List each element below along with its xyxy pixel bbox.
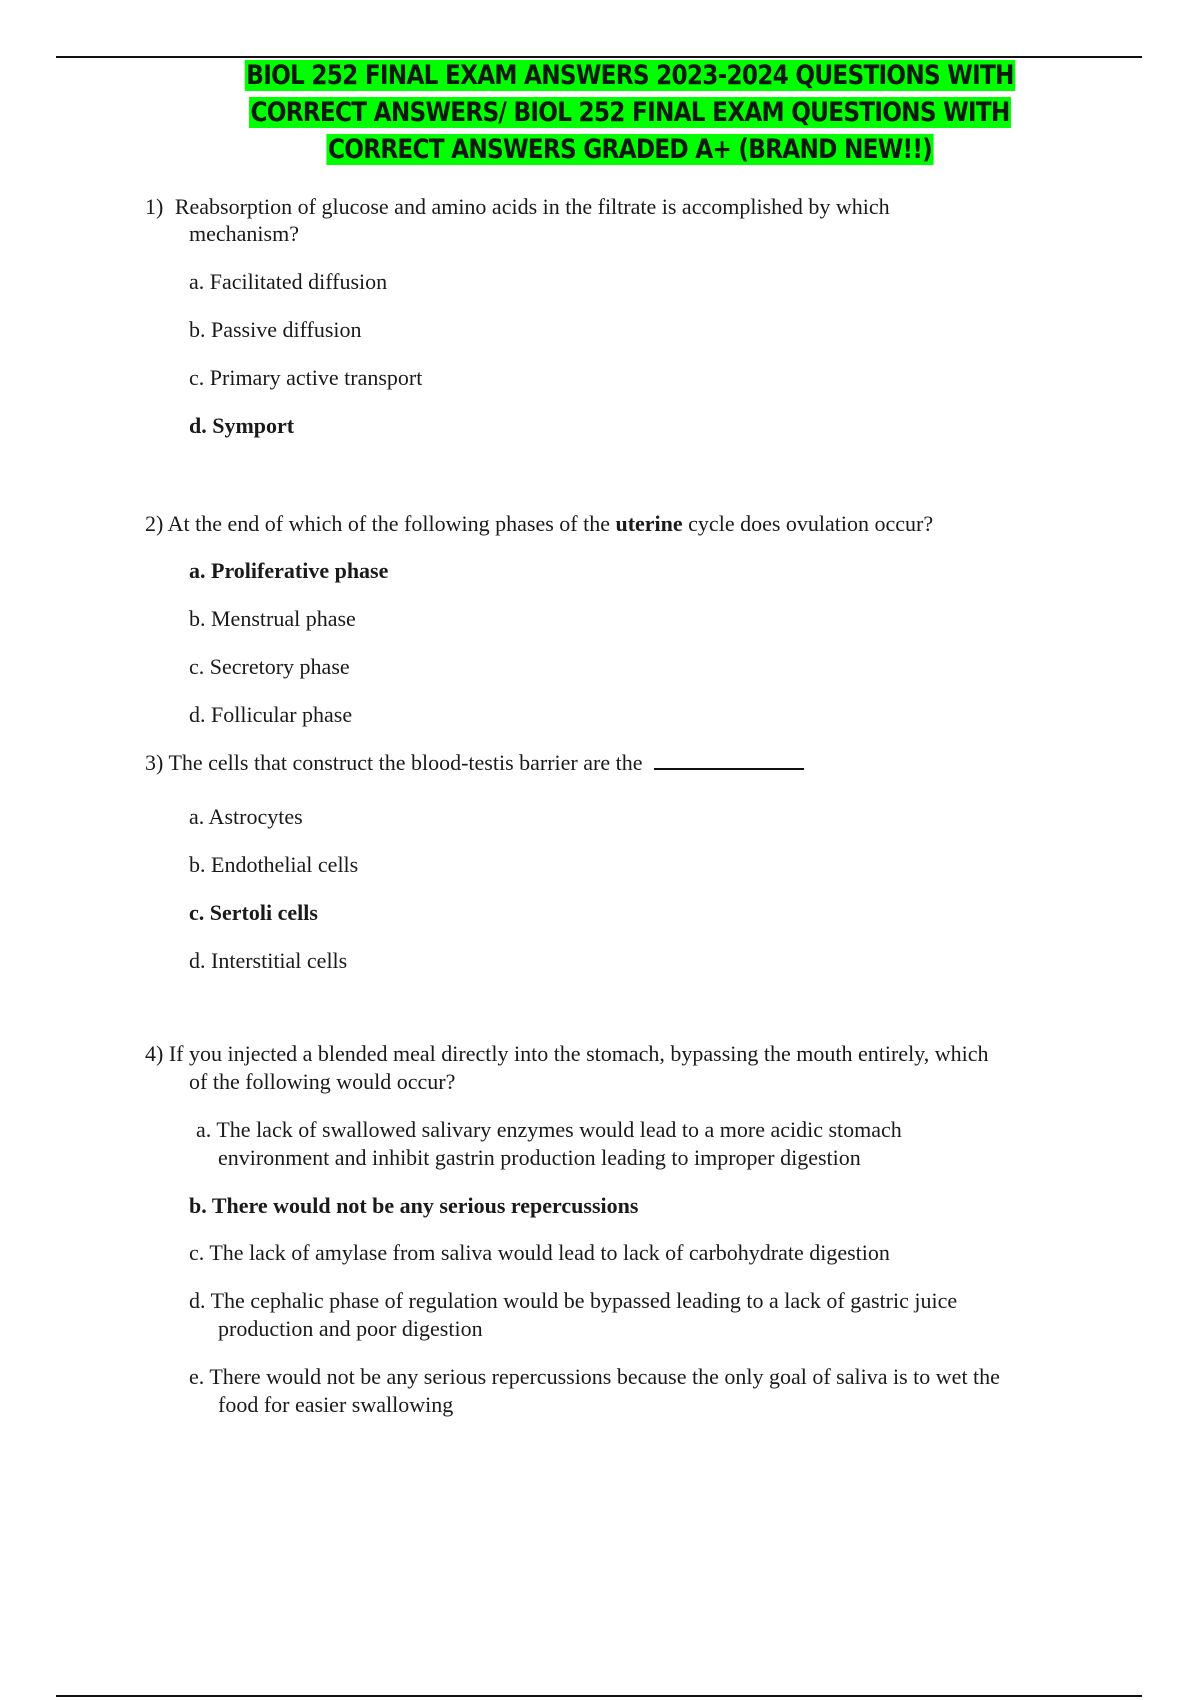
question-number: 3) (145, 750, 164, 775)
answer-blank (654, 750, 804, 770)
option-2c: c. Secretory phase (189, 654, 350, 679)
question-3 (145, 749, 804, 777)
question-stem: Reabsorption of glucose and amino acids in the filtrate is accomplished by which (174, 194, 890, 219)
document-title (217, 57, 1043, 168)
question-2 (145, 510, 933, 538)
question-number: 4) (145, 1041, 164, 1066)
option-4d-cont: production and poor digestion (218, 1316, 483, 1341)
option-4e: e. There would not be any serious repercussions because the only goal of saliva is to wet the (189, 1364, 1000, 1389)
question-stem: The cells that construct the blood-testis barrier are the (168, 750, 643, 775)
title-line-2: CORRECT ANSWERS/ BIOL 252 FINAL EXAM QUESTIONS WITH (250, 97, 1010, 128)
option-1b: b. Passive diffusion (189, 317, 362, 342)
option-2b: b. Menstrual phase (189, 606, 356, 631)
footer-rule (56, 1695, 1142, 1697)
option-4a-cont: environment and inhibit gastrin production leading to improper digestion (218, 1145, 861, 1170)
question-4-stem-cont: of the following would occur? (189, 1069, 456, 1094)
option-1a: a. Facilitated diffusion (189, 269, 388, 294)
question-1 (145, 193, 890, 221)
option-4b-correct: b. There would not be any serious repercussions (189, 1193, 639, 1218)
option-3a: a. Astrocytes (189, 804, 303, 829)
option-4d: d. The cephalic phase of regulation would be bypassed leading to a lack of gastric juice (189, 1288, 958, 1313)
question-1-stem-cont: mechanism? (189, 221, 299, 246)
title-line-3: CORRECT ANSWERS GRADED A+ (BRAND NEW!!) (327, 134, 933, 165)
option-4e-cont: food for easier swallowing (218, 1392, 454, 1417)
question-stem: If you injected a blended meal directly into the stomach, bypassing the mouth entirely, which (168, 1041, 989, 1066)
option-3d: d. Interstitial cells (189, 948, 348, 973)
question-number: 1) (145, 194, 164, 219)
question-number: 2) (145, 511, 164, 536)
question-stem-after: cycle does ovulation occur? (682, 511, 934, 536)
option-1c: c. Primary active transport (189, 365, 423, 390)
option-2a-correct: a. Proliferative phase (189, 558, 389, 583)
option-1d-correct: d. Symport (189, 413, 295, 438)
option-2d: d. Follicular phase (189, 702, 353, 727)
question-4 (145, 1040, 989, 1068)
question-stem-before: At the end of which of the following phases of the (167, 511, 616, 536)
option-4a: a. The lack of swallowed salivary enzymes would lead to a more acidic stomach (196, 1117, 902, 1142)
option-3c-correct: c. Sertoli cells (189, 900, 318, 925)
title-line-1: BIOL 252 FINAL EXAM ANSWERS 2023-2024 QUESTIONS WITH (246, 60, 1014, 91)
question-stem-keyword: uterine (615, 511, 683, 536)
option-4c: c. The lack of amylase from saliva would lead to lack of carbohydrate digestion (189, 1240, 890, 1265)
option-3b: b. Endothelial cells (189, 852, 359, 877)
